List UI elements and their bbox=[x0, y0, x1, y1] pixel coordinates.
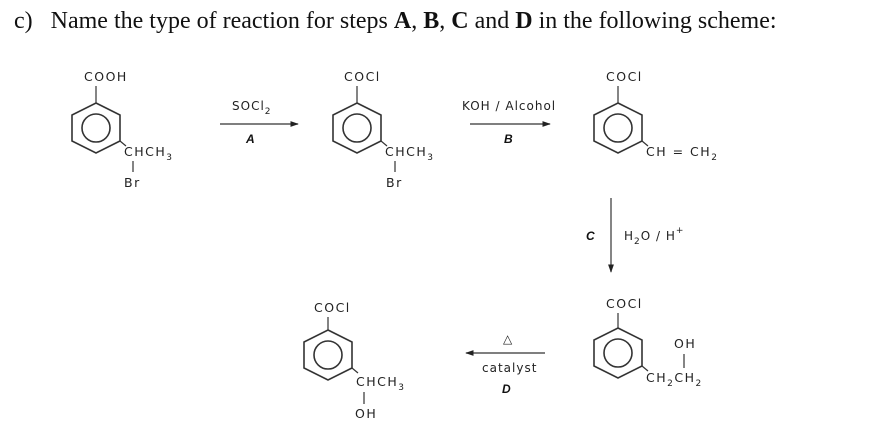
question-separator: , bbox=[439, 8, 452, 34]
molecule-2-aromatic-circle bbox=[343, 114, 371, 142]
question-step-c: C bbox=[451, 8, 469, 34]
question-text-start: Name the type of reaction for steps bbox=[50, 8, 394, 34]
molecule-1-aromatic-circle bbox=[82, 114, 110, 142]
molecule-5-bottom-group: OH bbox=[355, 406, 378, 421]
molecule-4-benzene-ring bbox=[594, 328, 642, 378]
step-d bbox=[466, 332, 545, 396]
molecule-3 bbox=[594, 69, 718, 163]
molecule-4 bbox=[594, 296, 703, 389]
question-part-label: c) bbox=[14, 8, 33, 34]
molecule-4-oh-group: OH bbox=[674, 336, 697, 351]
molecule-2-benzene-ring bbox=[333, 103, 381, 153]
molecule-5-side-group: $CHCH_3$ bbox=[356, 374, 406, 393]
molecule-2 bbox=[333, 69, 435, 190]
molecule-1-bottom-group: Br bbox=[124, 175, 141, 190]
step-b-reagent: KOH / Alcohol bbox=[462, 99, 557, 113]
molecule-2-bottom-group: Br bbox=[386, 175, 403, 190]
molecule-5-side-bond bbox=[352, 368, 358, 373]
molecule-1 bbox=[72, 69, 174, 190]
molecule-2-top-group: COCl bbox=[344, 69, 381, 84]
molecule-5 bbox=[304, 300, 406, 421]
step-b bbox=[462, 99, 556, 146]
step-d-heat-symbol: △ bbox=[503, 332, 514, 346]
question-text-end: in the following scheme: bbox=[532, 8, 777, 34]
question-step-a: A bbox=[393, 8, 412, 34]
molecule-4-side-group: $CH_2CH_2$ bbox=[646, 370, 703, 389]
question-step-d: D bbox=[515, 8, 533, 34]
molecule-2-side-group: $CHCH_3$ bbox=[385, 144, 435, 163]
step-c bbox=[586, 198, 684, 272]
step-b-letter: B bbox=[504, 132, 513, 146]
question-separator: , bbox=[411, 8, 424, 34]
question-and: and bbox=[468, 8, 516, 34]
molecule-4-top-group: COCl bbox=[606, 296, 643, 311]
question-step-b: B bbox=[423, 8, 440, 34]
molecule-3-top-group: COCl bbox=[606, 69, 643, 84]
molecule-3-aromatic-circle bbox=[604, 114, 632, 142]
step-c-letter: C bbox=[586, 229, 595, 243]
step-d-reagent: catalyst bbox=[482, 361, 538, 375]
step-a bbox=[220, 99, 298, 146]
molecule-1-side-group: $CHCH_3$ bbox=[124, 144, 174, 163]
molecule-1-benzene-ring bbox=[72, 103, 120, 153]
step-d-letter: D bbox=[502, 382, 511, 396]
molecule-5-top-group: COCl bbox=[314, 300, 351, 315]
molecule-5-aromatic-circle bbox=[314, 341, 342, 369]
molecule-4-aromatic-circle bbox=[604, 339, 632, 367]
molecule-3-side-group: CH = $CH_2$ bbox=[646, 144, 719, 163]
molecule-1-top-group: COOH bbox=[84, 69, 128, 84]
step-a-reagent: SOCl$_2$ bbox=[232, 99, 272, 117]
step-c-reagent: $H_2O / H^+$ bbox=[624, 226, 685, 247]
step-a-letter: A bbox=[246, 132, 255, 146]
molecule-3-benzene-ring bbox=[594, 103, 642, 153]
molecule-5-benzene-ring bbox=[304, 330, 352, 380]
